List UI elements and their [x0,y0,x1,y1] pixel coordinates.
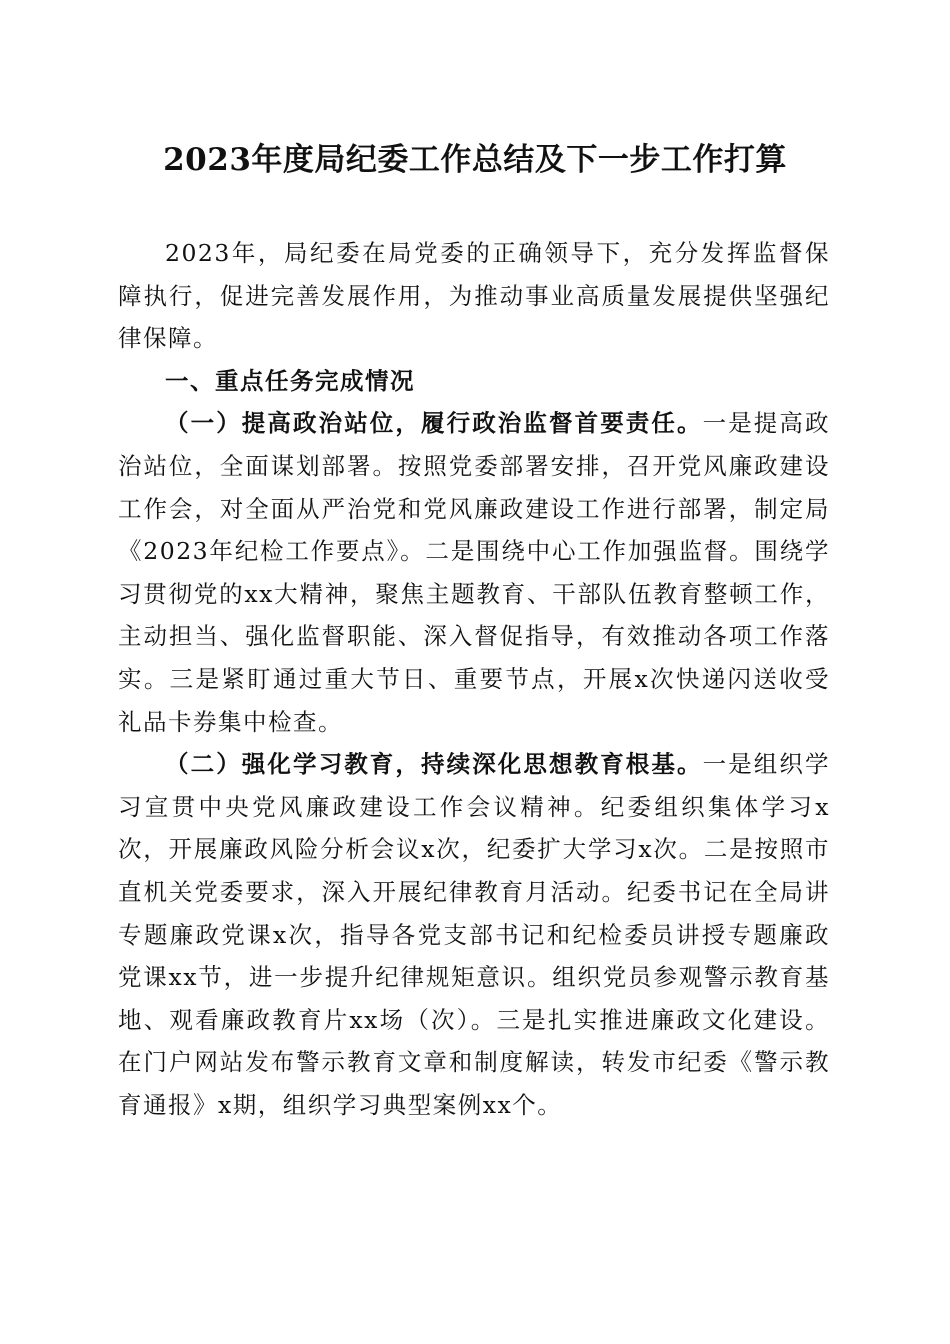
item-lead-1: （一）提高政治站位，履行政治监督首要责任。 [165,409,703,438]
document-title: 2023年度局纪委工作总结及下一步工作打算 [163,142,787,178]
section-heading: 一、重点任务完成情况 [165,366,415,395]
document-body [118,232,830,1126]
intro-paragraph: 2023年，局纪委在局党委的正确领导下，充分发挥监督保障执行，促进完善发展作用，为推动事业高质量发展提供坚强纪律保障。 [118,239,830,353]
item-text-1: 一是提高政治站位，全面谋划部署。按照党委部署安排，召开党风廉政建设工作会，对全面从严治党和党风廉政建设工作进行部署，制定局《2023年纪检工作要点》。二是围绕中心工作加强监督。围绕学习贯彻党的xx大精神，聚焦主题教育、干部队伍教育整顿工作，主动担当、强化监督职能、深入督促指导，有效推动各项工作落实。三是紧盯通过重大节日、重要节点，开展x次快递闪送收受礼品卡券集中检查。 [118,409,831,736]
item-text-2: 一是组织学习宣贯中央党风廉政建设工作会议精神。纪委组织集体学习x次，开展廉政风险分析会议x次，纪委扩大学习x次。二是按照市直机关党委要求，深入开展纪律教育月活动。纪委书记在全局讲专题廉政党课x次，指导各党支部书记和纪检委员讲授专题廉政党课xx节，进一步提升纪律规矩意识。组织党员参观警示教育基地、观看廉政教育片xx场（次）。三是扎实推进廉政文化建设。在门户网站发布警示教育文章和制度解读，转发市纪委《警示教育通报》x期，组织学习典型案例xx个。 [118,750,831,1119]
item-paragraph-1 [118,402,830,743]
item-lead-2: （二）强化学习教育，持续深化思想教育根基。 [165,750,703,779]
item-paragraph-2 [118,743,830,1126]
